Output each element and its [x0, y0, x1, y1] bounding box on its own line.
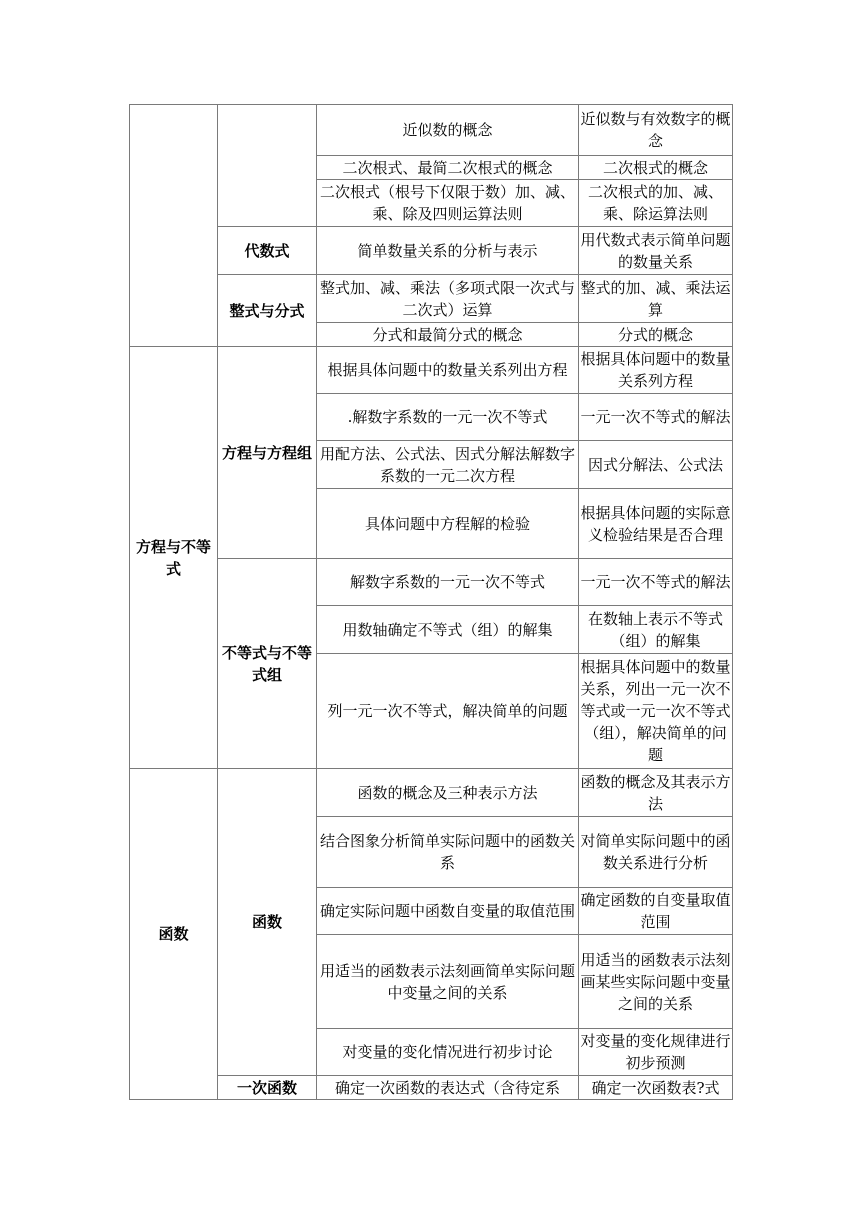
- content-cell: 确定实际问题中函数自变量的取值范围: [317, 888, 579, 935]
- requirement-cell: 因式分解法、公式法: [579, 441, 733, 489]
- table-row: [130, 227, 733, 275]
- requirement-cell: 用代数式表示简单问题的数量关系: [579, 227, 733, 275]
- content-cell: 整式加、减、乘法（多项式限一次式与二次式）运算: [317, 275, 579, 323]
- content-cell: 结合图象分析简单实际问题中的函数关系: [317, 817, 579, 888]
- level2-cell: 代数式: [218, 227, 317, 275]
- requirement-cell: 一元一次不等式的解法: [579, 559, 733, 606]
- content-cell: 对变量的变化情况进行初步讨论: [317, 1029, 579, 1076]
- content-cell: 分式和最简分式的概念: [317, 323, 579, 347]
- requirement-cell: 根据具体问题的实际意义检验结果是否合理: [579, 489, 733, 559]
- level2-cell: 不等式与不等式组: [218, 559, 317, 769]
- requirement-cell: 确定一次函数表?式: [579, 1076, 733, 1100]
- table-row: [130, 105, 733, 156]
- requirement-cell: 二次根式的概念: [579, 156, 733, 180]
- content-cell: 用配方法、公式法、因式分解法解数字系数的一元二次方程: [317, 441, 579, 489]
- requirement-cell: 在数轴上表示不等式（组）的解集: [579, 606, 733, 654]
- content-cell: 用数轴确定不等式（组）的解集: [317, 606, 579, 654]
- requirement-cell: 对简单实际问题中的函数关系进行分析: [579, 817, 733, 888]
- curriculum-table: [129, 104, 733, 1100]
- requirement-cell: 近似数与有效数字的概念: [579, 105, 733, 156]
- requirement-cell: 根据具体问题中的数量关系，列出一元一次不等式或一元一次不等式（组），解决简单的问题: [579, 654, 733, 769]
- content-cell: 确定一次函数的表达式（含待定系: [317, 1076, 579, 1100]
- level2-cell: 函数: [218, 769, 317, 1076]
- content-cell: 列一元一次不等式，解决简单的问题: [317, 654, 579, 769]
- content-cell: 具体问题中方程解的检验: [317, 489, 579, 559]
- requirement-cell: 二次根式的加、减、乘、除运算法则: [579, 180, 733, 227]
- level2-cell: 整式与分式: [218, 275, 317, 347]
- content-cell: 用适当的函数表示法刻画简单实际问题中变量之间的关系: [317, 935, 579, 1029]
- requirement-cell: 分式的概念: [579, 323, 733, 347]
- content-cell: 二次根式（根号下仅限于数）加、减、乘、除及四则运算法则: [317, 180, 579, 227]
- requirement-cell: 用适当的函数表示法刻画某些实际问题中变量之间的关系: [579, 935, 733, 1029]
- requirement-cell: 一元一次不等式的解法: [579, 394, 733, 441]
- content-cell: 近似数的概念: [317, 105, 579, 156]
- table-row: [130, 1076, 733, 1100]
- table-row: [130, 347, 733, 394]
- content-cell: 二次根式、最简二次根式的概念: [317, 156, 579, 180]
- requirement-cell: 函数的概念及其表示方法: [579, 769, 733, 817]
- level1-cell: 方程与不等式: [130, 347, 218, 769]
- level1-cell: 函数: [130, 769, 218, 1100]
- level2-cell: 一次函数: [218, 1076, 317, 1100]
- requirement-cell: 根据具体问题中的数量关系列方程: [579, 347, 733, 394]
- table-row: [130, 769, 733, 817]
- level1-cell: [130, 105, 218, 347]
- requirement-cell: 确定函数的自变量取值范围: [579, 888, 733, 935]
- level2-cell: 方程与方程组: [218, 347, 317, 559]
- content-cell: .解数字系数的一元一次不等式: [317, 394, 579, 441]
- level2-cell: [218, 105, 317, 227]
- content-cell: 根据具体问题中的数量关系列出方程: [317, 347, 579, 394]
- content-cell: 解数字系数的一元一次不等式: [317, 559, 579, 606]
- requirement-cell: 对变量的变化规律进行初步预测: [579, 1029, 733, 1076]
- table-row: [130, 275, 733, 323]
- content-cell: 简单数量关系的分析与表示: [317, 227, 579, 275]
- table-row: [130, 559, 733, 606]
- requirement-cell: 整式的加、减、乘法运算: [579, 275, 733, 323]
- content-cell: 函数的概念及三种表示方法: [317, 769, 579, 817]
